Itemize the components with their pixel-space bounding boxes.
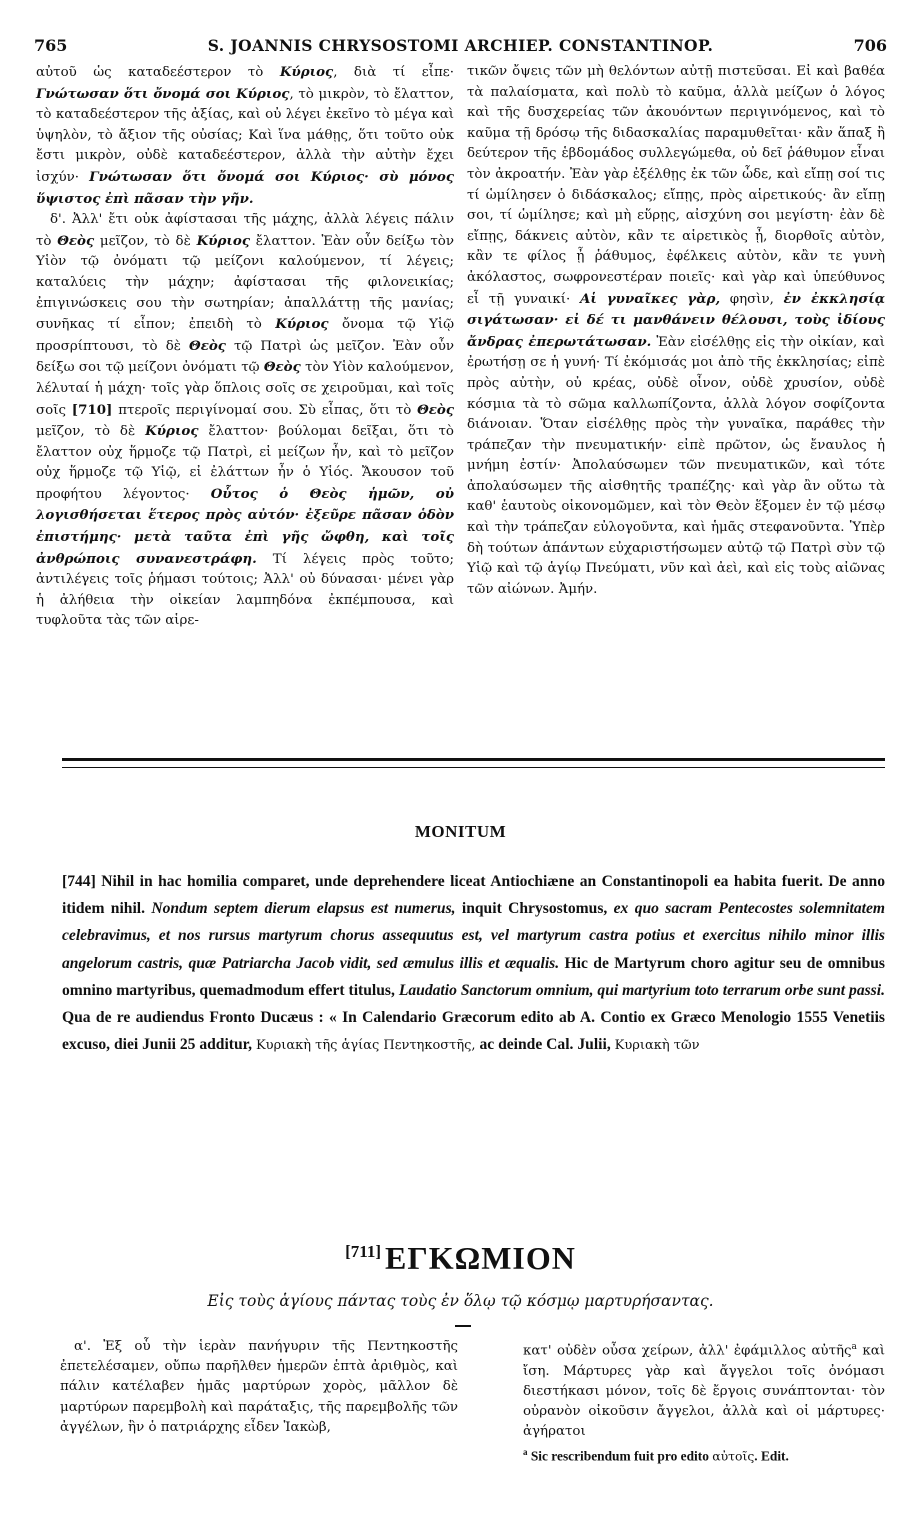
top-columns [36, 62, 885, 632]
short-divider [455, 1325, 471, 1327]
bottom-right-column [523, 1337, 885, 1467]
paragraph: δ'. Ἀλλ' ἔτι οὐκ ἀφίστασαι τῆς μάχης, ἀλλὰ λέγεις πάλιν τὸ Θεὸς μεῖζον, τὸ δὲ Κύριος ἔλαττον. Ἐὰν οὖν δείξω τὸν Υἱὸν τῷ ὀνόματι τῷ μείζονι καλούμενον, τί λέγεις; καταλύεις τὴν μάχην; ἀφίστασαι τῆς φιλονεικίας; ἐπιγινώσκεις σου τὴν σωτηρίαν; ἀπαλλάττῃ τῆς μανίας; συνῆκας τί εἶπον; ἐπειδὴ τὸ Κύριος ὄνομα τῷ Υἱῷ προσρίπτουσι, τὸ δὲ Θεὸς τῷ Πατρὶ ὡς μεῖζον. Ἐὰν οὖν δείξω σοι τῷ μείζονι ὀνόματι τῷ Θεὸς τὸν Υἱὸν καλούμενον, λέλυταί ἡ μάχη· τοῖς γὰρ ὅπλοις σοῖς σε χειροῦμαι, καὶ τοῖς σοῖς [710] πτεροῖς περιγίνομαί σου. Σὺ εἶπας, ὅτι τὸ Θεὸς μεῖζον, τὸ δὲ Κύριος ἔλαττον· βούλομαι δεῖξαι, ὅτι τὸ ἔλαττον οὐχ ἥρμοζε τῷ Πατρὶ, εἰ μείζων ἦν, καὶ τὸ μεῖζον οὐχ ἥρμοζε τῷ Υἱῷ, εἰ ἐλάττων ἦν ὁ Υἱός. Ἄκουσον τοῦ προφήτου λέγοντος· Οὗτος ὁ Θεὸς ἡμῶν, οὐ λογισθήσεται ἕτερος πρὸς αὐτόν· ἐξεῦρε πᾶσαν ὁδὸν ἐπιστήμης· μετὰ ταῦτα ἐπὶ γῆς ὤφθη, καὶ τοῖς ἀνθρώποις συνανεστράφη. Τί λέγεις πρὸς τοῦτο; ἀντιλέγεις τοῖς ῥήμασι τούτοις; Ἀλλ' οὐ δύνασαι· μένει γὰρ ἡ ἀλήθεια τὴν οἰκείαν λαμπηδόνα ἐκπέμπουσα, καὶ τυφλοῦτα τὰς τῶν αἱρε- [36, 212, 455, 629]
bottom-left-column [60, 1337, 458, 1467]
running-head [34, 36, 887, 58]
monitum-text: [744] Nihil in hac homilia comparet, unde deprehendere liceat Antiochiæne an Constantinopoli ea habita fuerit. De anno itidem nihil. Nondum septem dierum elapsus est numerus, inquit Chrysostomus, ex quo sacram Pentecostes solemnitatem celebravimus, et nos rursus martyrum chorus assequutus est, vel martyrum castra potius et exercitus nihilo minor illis angelorum castris, quæ Patriarcha Jacob vidit, sed æmulus illis et æqualis. Hic de Martyrum choro agitur seu de omnibus omnino martyribus, quemadmodum effert titulus, Laudatio Sanctorum omnium, qui martyrium toto terrarum orbe sunt passi. Qua de re audiendus Fronto Ducæus : « In Calendario Græcorum edito ab A. Contio ex Græco Menologio 1555 Venetiis excuso, diei Junii 25 additur, Κυριακὴ τῆς ἁγίας Πεντηκοστῆς, ac deinde Cal. Julii, Κυριακὴ τῶν [62, 873, 885, 1054]
paragraph: α'. Ἐξ οὗ τὴν ἱερὰν πανήγυριν τῆς Πεντηκοστῆς ἐπετελέσαμεν, οὔπω παρῆλθεν ἡμερῶν ἑπτὰ ἀριθμὸς, καὶ πάλιν κατέλαβεν ἡμᾶς μαρτύρων χορὸς, μᾶλλον δὲ μαρτύρων παρεμβολὴ καὶ παράταξις, τῆς παρεμβολῆς τῶν ἀγγέλων, ἣν ὁ πατριάρχης εἶδεν Ἰακὼβ, [60, 1339, 458, 1435]
footnote-marker: a [851, 1342, 857, 1352]
top-right-column [467, 62, 885, 632]
homily-heading: ΕΓΚΩΜΙΟΝ [385, 1240, 576, 1276]
bottom-columns [60, 1337, 885, 1467]
homily-subtitle: Εἰς τοὺς ἁγίους πάντας τοὺς ἐν ὅλῳ τῷ κόσμῳ μαρτυρήσαντας. [207, 1292, 714, 1310]
homily-page-ref: [711] [345, 1242, 381, 1261]
paragraph: αὐτοῦ ὡς καταδεέστερον τὸ Κύριος, διὰ τί εἶπε· Γνώτωσαν ὅτι ὄνομά σοι Κύριος, τὸ μικρὸν, τὸ ἔλαττον, τὸ καταδεέστερον τῆς ἀξίας, καὶ οὐ λέγει ἐκεῖνο τὸ μέγα καὶ ὑψηλὸν, τὸ ἄξιον τῆς οὐσίας; Καὶ ἵνα μάθῃς, ὅτι τοῦτο οὐκ ἔστι μικρὸν, οὐδὲ καταδεέστερον, ἀλλὰ τὴν αὐτὴν ἔχει ἰσχύν· Γνώτωσαν ὅτι ὄνομά σοι Κύριος· σὺ μόνος ὕψιστος ἐπὶ πᾶσαν τὴν γῆν. [36, 64, 454, 207]
monitum-title: MONITUM [414, 822, 507, 841]
top-left-column [36, 62, 454, 632]
homily-title [0, 1240, 921, 1277]
page-number-left: 765 [34, 36, 68, 55]
running-title: S. JOANNIS CHRYSOSTOMI ARCHIEP. CONSTANTINOP. [207, 36, 714, 55]
page-number-right: 706 [853, 36, 887, 55]
section-divider [62, 758, 885, 768]
paragraph: κατ' οὐδὲν οὖσα χείρων, ἀλλ' ἐφάμιλλος αὐτῆς$^a$ καὶ ἴση. Μάρτυρες γὰρ καὶ ἄγγελοι τοῖς ὀνόμασι διεστήκασι μόνον, τοῖς δὲ ἔργοις συνάπτονται· τὸν οὐρανὸν οἰκοῦσιν ἄγγελοι, ἀλλὰ καὶ οἱ μάρτυρες· ἀγήρατοι [523, 1342, 885, 1440]
paragraph: τικῶν ὄψεις τῶν μὴ θελόντων αὐτῇ πιστεῦσαι. Εἰ καὶ βαθέα τὰ παλαίσματα, καὶ πολὺ τὸ καῦμα, ἀλλὰ μείζων ὁ λόγος καὶ τῆς δυσχερείας τῶν ἀκουόντων περιγινόμενος, καὶ τὸ καῦμα τῇ δρόσῳ τῆς διδασκαλίας παραμυθεῖται· κἂν ἅπαξ ἢ δεύτερον τῆς ἑβδομάδος συλλεγώμεθα, οὐ δεῖ ῥάθυμον εἶναι τὸν ἀκροατήν. Ἐὰν γὰρ ἐξέλθῃς ἐκ τῶν ὧδε, καὶ εἴπῃ σοί τις τί ὡμίλησεν ὁ διδάσκαλος; εἴπῃς, πρὸς αἱρετικούς· ἂν εἴπῃ σοι, τί ὡμίλησε; καὶ μὴ εὕρῃς, αἰσχύνη σοι μεγίστη· ἐὰν δὲ εἴπῃς, δάκνεις αὐτὸν, κἂν τε αἱρετικὸς ᾖ, διορθοῖς αὐτὸν, κἂν τε φίλος ᾖ ῥάθυμος, ἐφέλκεις αὐτὸν, κἂν τε γυνὴ ἀκόλαστος, σωφρονεστέραν ποιεῖς· καὶ γὰρ καὶ ὑπεύθυνος εἶ τῇ γυναικί· Αἱ γυναῖκες γὰρ, φησὶν, ἐν ἐκκλησίᾳ σιγάτωσαν· εἰ δέ τι μανθάνειν θέλουσι, τοὺς ἰδίους ἄνδρας ἐπερωτάτωσαν. Ἐὰν εἰσέλθῃς εἰς τὴν οἰκίαν, καὶ ἐρωτήσῃ σε ἡ γυνή· Τί ἐκόμισάς μοι ἀπὸ τῆς ἐκκλησίας; εἰπὲ πρὸς αὐτὴν, οὐ κρέας, οὐδὲ οἶνον, οὐδὲ χρυσίον, οὐδὲ κόσμια τὰ τὸ σῶμα καλλωπίζοντα, ἀλλὰ λόγον σοφίζοντα διάνοιαν. Ὅταν εἰσέλθῃς πρὸς τὴν γυναῖκα, παράθες τὴν τράπεζαν τὴν πνευματικήν· εἰπὲ πρῶτον, ὡς ἔναυλος ἡ μνήμη ἐστίν· Ἀπολαύσωμεν τῶν πνευματικῶν, καὶ τότε ἀπολαύσωμεν τῆς αἰσθητῆς τραπέζης· καὶ γὰρ ἂν οὕτω τὰ καθ' ἑαυτοὺς οἰκονομῶμεν, καὶ τὸν Θεὸν ἕξομεν ἐν τῷ μέσῳ καὶ τὴν τράπεζαν εὐλογοῦντα, καὶ ἡμᾶς στεφανοῦντα. Ὑπὲρ δὴ τούτων ἁπάντων εὐχαριστήσωμεν αὐτῷ τῷ Πατρὶ σὺν τῷ Υἱῷ καὶ τῷ ἁγίῳ Πνεύματι, νῦν καὶ ἀεὶ, καὶ εἰς τοὺς αἰῶνας τῶν αἰώνων. Ἀμήν. [467, 64, 885, 597]
footnote: $^a$ Sic rescribendum fuit pro edito αὐτοῖς. Edit. [523, 1447, 789, 1464]
